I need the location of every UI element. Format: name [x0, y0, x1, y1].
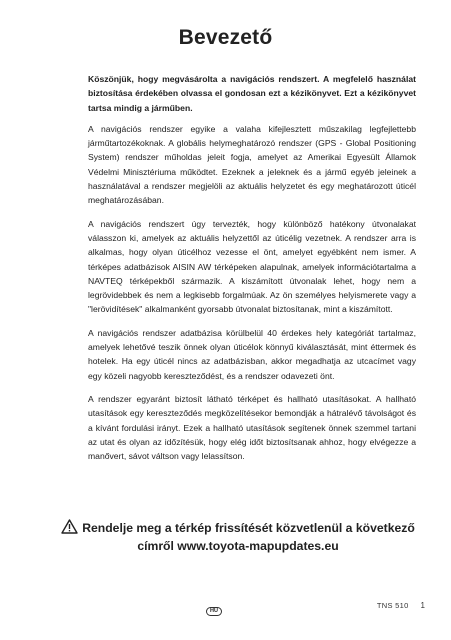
language-badge: HU: [206, 607, 222, 616]
warning-triangle-icon: [61, 519, 78, 534]
paragraph-routes: A navigációs rendszert úgy tervezték, hogy különböző hatékony útvonalakat válasszon ki, amelyek az aktuális helyzettől az úticélig vezetnek. A rendszer arra is alkalmas, hogy olyan úticélhoz vezesse el önt, amelyet egyébként nem ismer. A térképes adatbázisok AISIN AW térképeken alapulnak, amelyek információtartalma a NAVTEQ térképekből származik. A kiszámított útvonalak lehet, hogy nem a legrövidebbek és nem a legkisebb forgalmúak. Az ön személyes helyismerete vagy a "lerövidítések" alkalmanként gyorsabb útvonalat biztosítanak, mint a kiszámított.: [88, 218, 416, 315]
language-badge-wrap: [206, 599, 222, 617]
body-text: [88, 72, 416, 472]
paragraph-database: A navigációs rendszer adatbázisa körülbelül 40 érdekes hely kategóriát tartalmaz, amelyek lehetővé teszik önnek olyan úticélok könnyű kiválasztását, mint éttermek és hotelek. Ha egy úticél nincs az adatbázisban, akkor megadhatja az utcacímet vagy egy közeli nagyobb kereszteződést, és a rendszer odavezeti önt.: [88, 327, 416, 381]
page-footer: [377, 601, 425, 610]
page-number: 1: [420, 601, 425, 610]
page-title: Bevezető: [178, 26, 273, 49]
intro-paragraph: Köszönjük, hogy megvásárolta a navigációs rendszert. A megfelelő használat biztosítása érdekében olvassa el gondosan ezt a kézikönyvet. Ezt a kézikönyvet tartsa mindig a járműben.: [88, 74, 416, 113]
notice-text: Rendelje meg a térkép frissítését közvetlenül a következő címről www.toyota-mapupdates.eu: [82, 521, 415, 553]
model-number: TNS 510: [376, 601, 409, 610]
paragraph-guidance: A rendszer egyaránt biztosít látható térképet és hallható utasításokat. A hallható utasítások egy kereszteződés megközelítésekor bemondják a hátralévő távolságot és a kívánt fordulási irányt. Ezek a hallható utasítások segítenek önnek szemmel tartani az utat és olyan az időzítésük, hogy elég időt biztosítsanak ahhoz, hogy elvégezze a manővert, sávot váltson vagy lelassítson.: [88, 393, 416, 462]
map-update-notice: [56, 519, 420, 555]
paragraph-gps: A navigációs rendszer egyike a valaha kifejlesztett műszakilag legfejlettebb járműtartozékoknak. A globális helymeghatározó rendszer (GPS - Global Positioning System) rendszer műholdas jeleit fogja, amelyet az Amerikai Egyesült Államok Védelmi Minisztériuma működtet. Ezeknek a jeleknek és a jármű egyéb jeleinek a használatával a rendszer megjelöli az aktuális helyzetet és egy meghatározott úticél meghatározásában.: [88, 123, 416, 206]
